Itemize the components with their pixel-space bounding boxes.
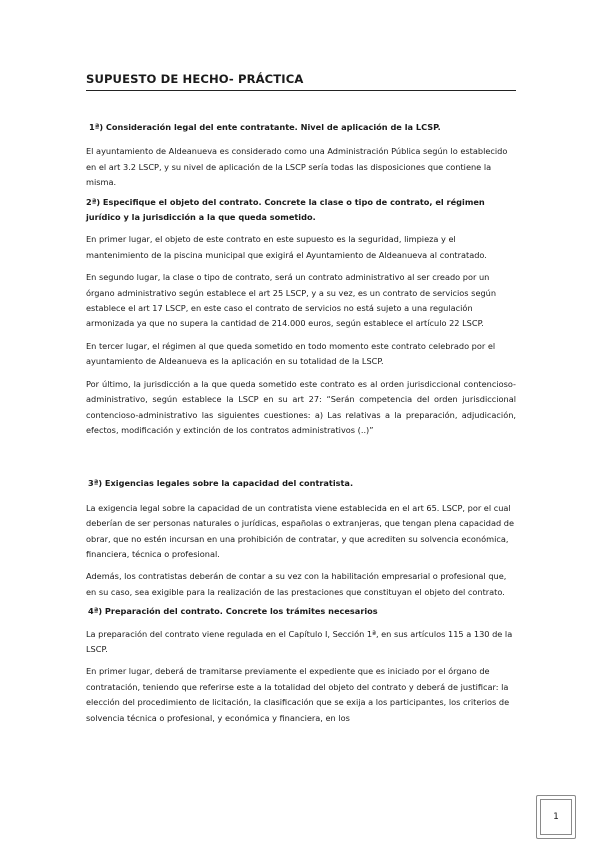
question-3-heading: 3ª) Exigencias legales sobre la capacidad del contratista. [88, 478, 354, 489]
page-number: 1 [553, 812, 559, 822]
page-number-box [536, 795, 576, 839]
question-4-paragraph-2: En primer lugar, deberá de tramitarse previamente el expediente que es iniciado por el órgano de contratación, teniendo que referirse este a la totalidad del objeto del contrato y deberá de justificar: la elección del procedimiento de licitación, la clasificación que se exija a los participantes, los criterios de solvencia técnica o profesional, y económica y financiera, en los [86, 666, 510, 723]
question-2-paragraph-2: En segundo lugar, la clase o tipo de contrato, será un contrato administrativo al ser creado por un órgano administrativo según establece el art 25 LSCP, y a su vez, es un contrato de servicios según establece el art 17 LSCP, en este caso el contrato de servicios no está sujeto a una regulación armonizada ya que no supera la cantidad de 214.000 euros, según establece el artículo 22 LSCP. [86, 272, 497, 329]
question-3-paragraph-2: Además, los contratistas deberán de contar a su vez con la habilitación empresarial o profesional que, en su caso, sea exigible para la realización de las prestaciones que constituyan el objeto del contrato. [86, 571, 507, 597]
document-body [86, 120, 516, 726]
question-2-paragraph-1: En primer lugar, el objeto de este contrato en este supuesto es la seguridad, limpieza y el mantenimiento de la piscina municipal que exigirá el Ayuntamiento de Aldeanueva al contratado. [86, 234, 487, 260]
question-4-paragraph-1: La preparación del contrato viene regulada en el Capítulo I, Sección 1ª, en sus artículos 115 a 130 de la LSCP. [86, 628, 513, 654]
title-underline [86, 90, 516, 91]
question-1-heading: 1ª) Consideración legal del ente contratante. Nivel de aplicación de la LCSP. [89, 122, 441, 132]
question-3-paragraph-1: La exigencia legal sobre la capacidad de un contratista viene establecida en el art 65. LSCP, por el cual deberían de ser personas naturales o jurídicas, españolas o extranjeras, que tengan plena capacidad de obrar, que no estén incursan en una prohibición de contratar, y que acrediten su solvencia económica, financiera, técnica o profesional. [86, 502, 515, 559]
title-block [86, 72, 516, 91]
question-1-paragraph-1: El ayuntamiento de Aldeanueva es considerado como una Administración Pública según lo establecido en el art 3.2 LSCP, y su nivel de aplicación de la LSCP sería todas las disposiciones que contiene la misma. [86, 146, 508, 188]
question-2-paragraph-4: Por último, la jurisdicción a la que queda sometido este contrato es al orden jurisdiccional contencioso-administrativo, según establece la LSCP en su art 27: “Serán competencia del orden jurisdiccional contencioso-administrativo las siguientes cuestiones: a) Las relativas a la preparación, adjudicación, efectos, modificación y extinción de los contratos administrativos (..)” [86, 378, 516, 435]
page-title: SUPUESTO DE HECHO- PRÁCTICA [86, 72, 304, 86]
question-2-paragraph-3: En tercer lugar, el régimen al que queda sometido en todo momento este contrato celebrado por el ayuntamiento de Aldeanueva es la aplicación en su totalidad de la LSCP. [86, 340, 496, 367]
question-4-heading: 4ª) Preparación del contrato. Concrete los trámites necesarios [88, 606, 378, 617]
question-2-heading: 2ª) Especifique el objeto del contrato. Concrete la clase o tipo de contrato, el régimen jurídico y la jurisdicción a la que queda sometido. [86, 196, 485, 223]
